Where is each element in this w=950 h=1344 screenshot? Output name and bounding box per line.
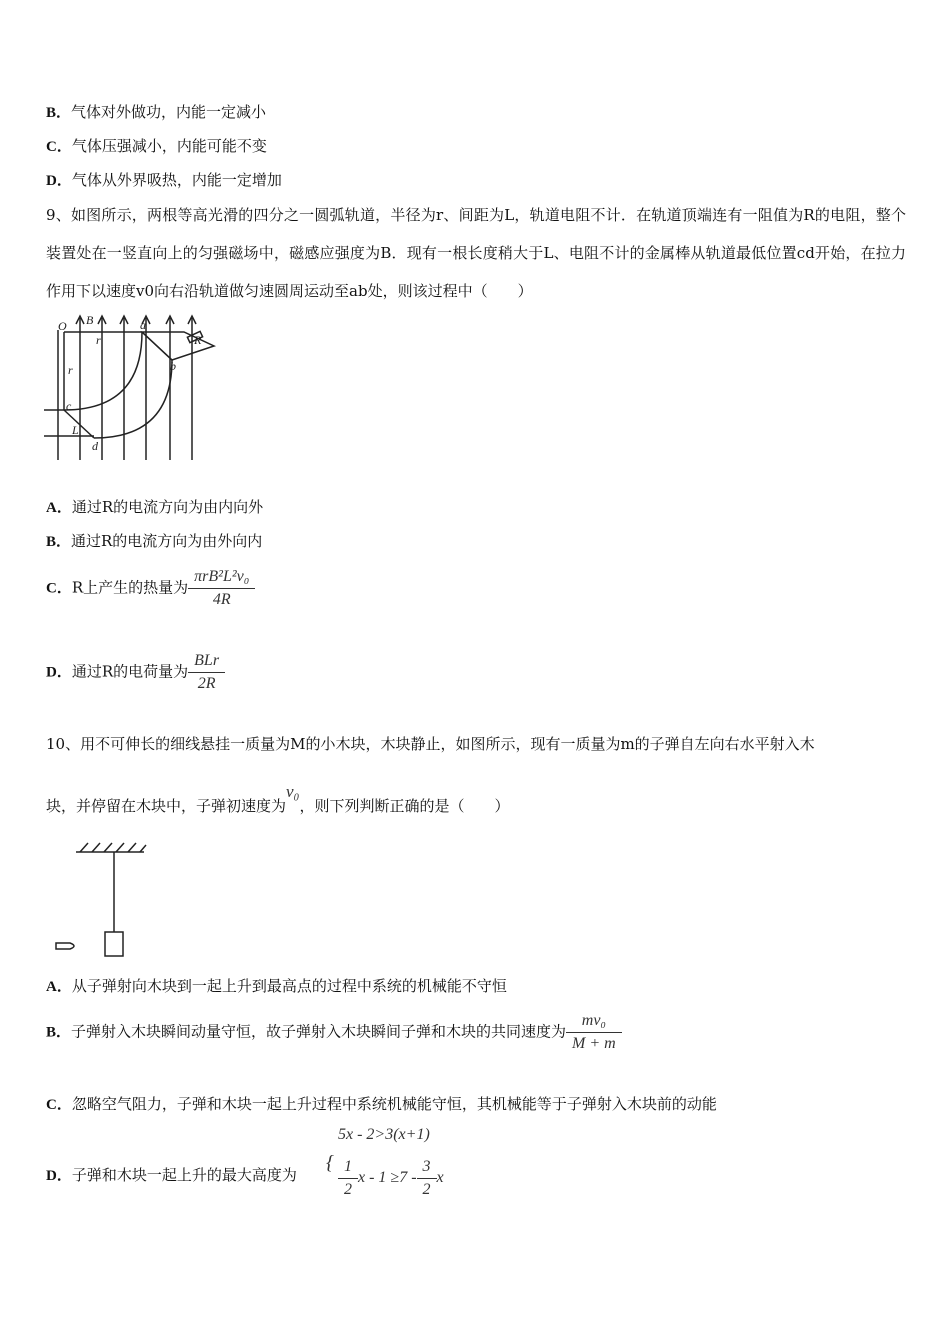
wooden-block: [105, 932, 123, 956]
fraction-denominator: 2: [422, 1181, 431, 1198]
label-o: O: [58, 319, 67, 333]
label-c: c: [66, 399, 72, 413]
label-r-top: r: [96, 333, 101, 347]
option-text: 从子弹射向木块到一起上升到最高点的过程中系统的机械能不守恒: [71, 977, 507, 995]
charge-formula: [188, 650, 225, 695]
fraction-numerator: πrB²L²v₀: [188, 566, 255, 589]
option-label: C．: [46, 1097, 72, 1113]
fraction-numerator: BLr: [188, 650, 225, 673]
label-l: L: [72, 423, 79, 437]
heat-formula: [188, 566, 255, 611]
option-label: C．: [46, 580, 72, 597]
option-label: D．: [46, 664, 72, 681]
fraction-half: [338, 1156, 358, 1201]
bullet: [56, 943, 74, 949]
initial-velocity: v₀: [286, 782, 300, 801]
option-text: 通过R的电流方向为由内向外: [71, 498, 264, 516]
q10-option-b: [46, 1010, 622, 1055]
q10-stem-line2: [46, 782, 510, 817]
label-r-side: r: [68, 363, 73, 377]
option-label: D．: [46, 1168, 72, 1184]
q10-option-a: [46, 975, 507, 998]
option-label: C．: [46, 139, 72, 155]
ceiling-hatch: [128, 843, 136, 852]
option-text: 子弹和木块一起上升的最大高度为: [71, 1166, 297, 1184]
fraction-three-halves: [417, 1156, 437, 1201]
ceiling-hatch: [116, 843, 124, 852]
q10-option-c: [46, 1093, 717, 1116]
option-label: D．: [46, 173, 72, 189]
option-label: A．: [46, 500, 72, 516]
option-text: R上产生的热量为: [71, 578, 189, 597]
q8-option-b: [46, 101, 266, 124]
fraction-denominator: 4R: [212, 591, 231, 608]
option-text: 通过R的电荷量为: [71, 662, 189, 681]
label-r-resistor: R: [194, 333, 202, 347]
ceiling-hatch: [80, 843, 88, 852]
q8-option-c: [46, 135, 267, 158]
q10-stem-line1: 10、用不可伸长的细线悬挂一质量为M的小木块，木块静止，如图所示，现有一质量为m的子弹自左向右水平射入木: [46, 735, 815, 753]
q8-option-d: [46, 169, 282, 192]
q10-option-d: [46, 1164, 297, 1187]
q10-figure: [50, 840, 150, 960]
q9-option-b: [46, 530, 262, 553]
q9-figure: [44, 312, 224, 462]
rod-cd: [64, 410, 94, 438]
inner-arc: [64, 332, 142, 410]
inequality-text: x: [436, 1169, 444, 1187]
fraction-numerator: 3: [417, 1156, 437, 1179]
fraction-denominator: M + m: [572, 1035, 616, 1052]
q9-stem: 9、如图所示，两根等高光滑的四分之一圆弧轨道，半径为r、间距为L，轨道电阻不计．在轨道顶端连有一阻值为R的电阻，整个装置处在一竖直向上的匀强磁场中，磁感应强度为B．现有一根长度稍大于L、电阻不计的金属棒从轨道最低位置cd开始，在拉力作用下以速度v0向右沿轨道做匀速圆周运动至ab处，则该过程中（ ）: [46, 206, 906, 300]
resistor-plate: [142, 332, 214, 360]
label-a: a: [140, 318, 146, 332]
option-label: B．: [46, 1024, 72, 1041]
option-label: B．: [46, 534, 72, 550]
inequality-line-2: [338, 1156, 444, 1201]
velocity-formula: [566, 1010, 622, 1055]
label-d: d: [92, 439, 98, 453]
ceiling-hatch: [92, 843, 100, 852]
label-b: b: [170, 359, 176, 373]
q9-option-d: [46, 650, 225, 695]
q9-option-a: [46, 496, 263, 519]
fraction-numerator: mv₀: [566, 1010, 622, 1033]
label-b-field: B: [86, 313, 94, 327]
option-label: B．: [46, 105, 72, 121]
ceiling-hatch: [104, 843, 112, 852]
option-text: 通过R的电流方向为由外向内: [71, 532, 263, 550]
fraction-numerator: 1: [338, 1156, 358, 1179]
option-label: A．: [46, 979, 72, 995]
fraction-denominator: 2R: [197, 675, 216, 692]
stem-text: ，则下列判断正确的是（ ）: [299, 797, 510, 815]
option-text: 忽略空气阻力，子弹和木块一起上升过程中系统机械能守恒，其机械能等于子弹射入木块前的动能: [71, 1095, 717, 1113]
option-text: 子弹射入木块瞬间动量守恒，故子弹射入木块瞬间子弹和木块的共同速度为: [71, 1022, 567, 1041]
fraction-denominator: 2: [344, 1181, 352, 1198]
option-text: 气体压强减小，内能可能不变: [71, 137, 267, 155]
inequality-line-1: 5x - 2>3(x+1): [338, 1126, 430, 1143]
stem-text: 块，并停留在木块中，子弹初速度为: [46, 797, 287, 815]
ceiling-hatch: [140, 845, 146, 852]
outer-arc: [94, 360, 172, 438]
option-text: 气体对外做功，内能一定减小: [71, 103, 267, 121]
option-text: 气体从外界吸热，内能一定增加: [71, 171, 282, 189]
inequality-text: x - 1 ≥7 -: [358, 1169, 417, 1187]
q9-option-c: [46, 566, 255, 611]
brace-icon: {: [326, 1152, 334, 1174]
